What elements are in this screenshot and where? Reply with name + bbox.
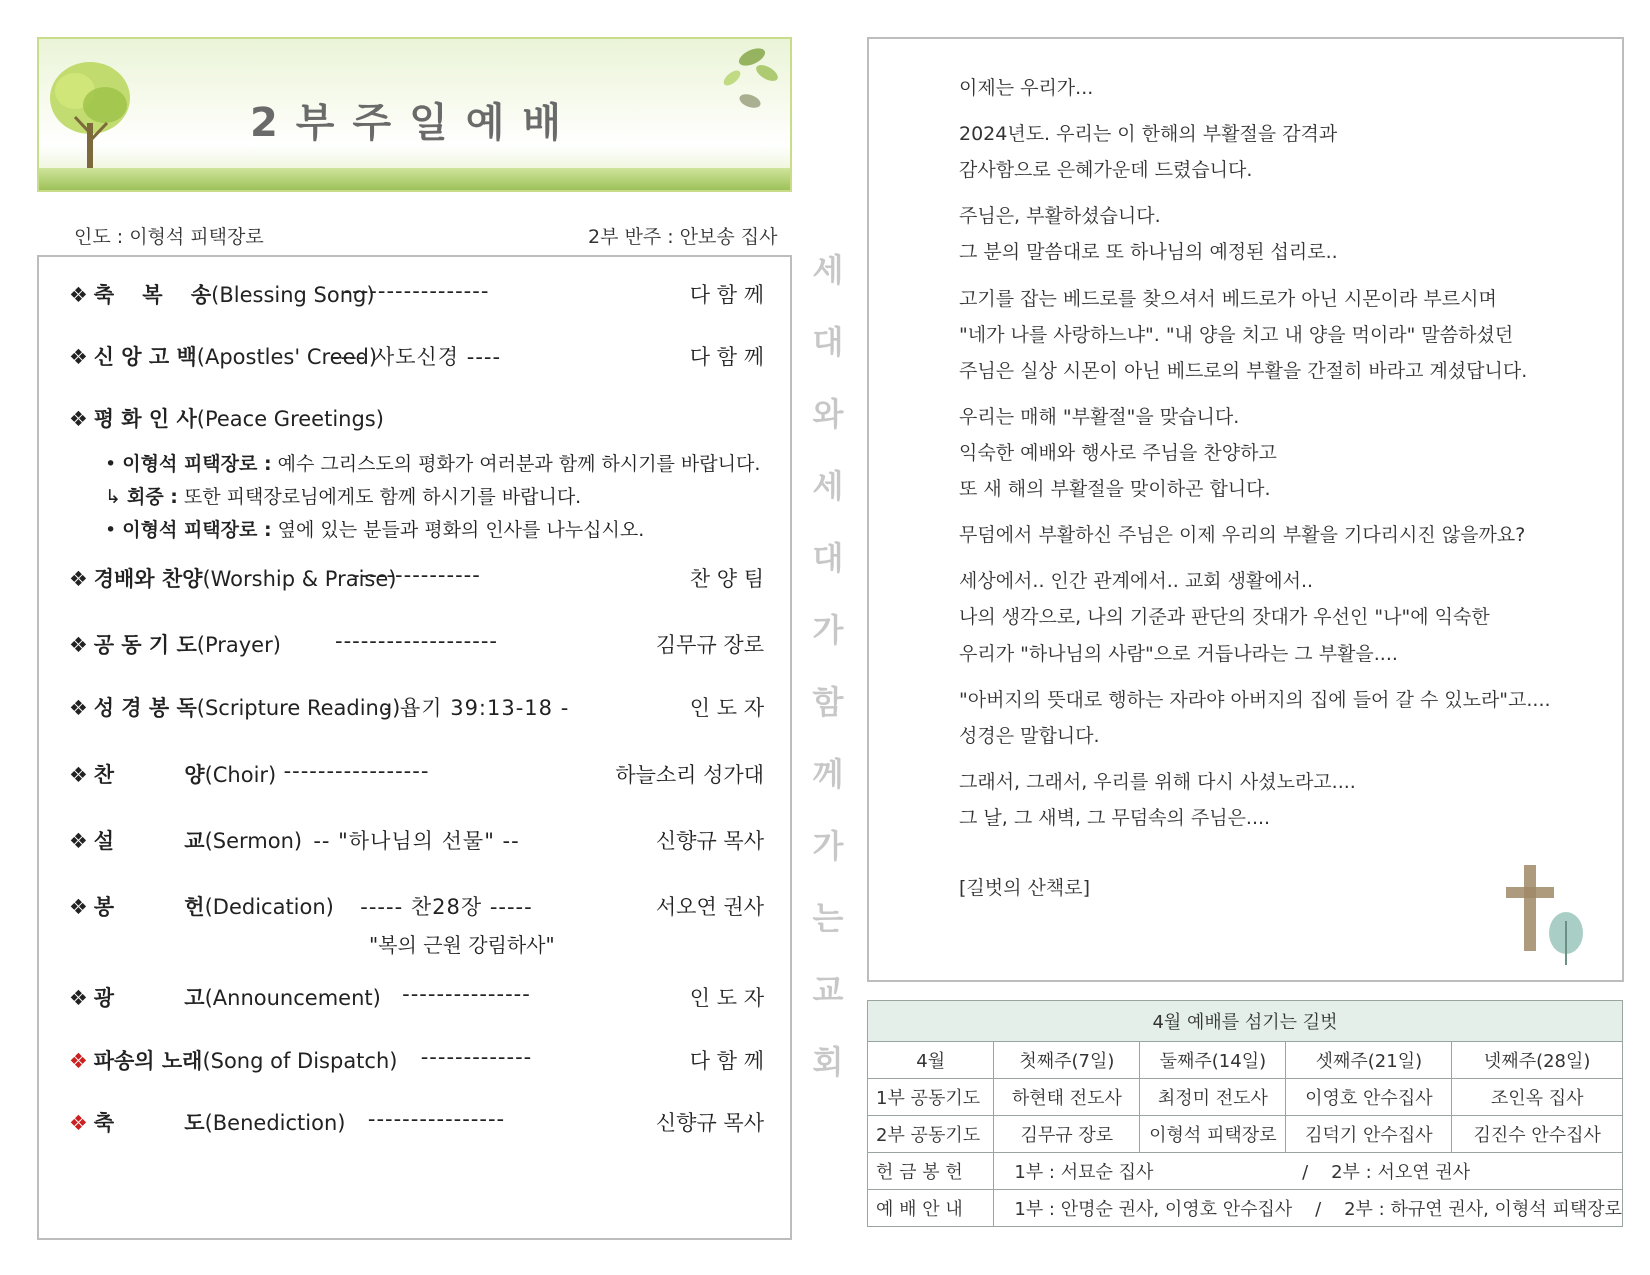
item-title-en: (Choir): [204, 763, 277, 787]
item-title: 파송의 노래: [93, 1049, 203, 1073]
essay-line: 이제는 우리가...: [959, 77, 1094, 99]
motto-char: 께: [812, 755, 844, 793]
column-header: 둘째주(14일): [1140, 1042, 1286, 1079]
motto-char: 가: [812, 611, 844, 649]
peace-line-1: [105, 449, 760, 476]
motto-char: 함: [812, 683, 844, 721]
essay-signature: [길벗의 산책로]: [959, 877, 1090, 899]
item-person: 다 함 께: [689, 283, 764, 307]
item-detail: ----- 찬28장 -----: [360, 895, 533, 919]
essay-line: 고기를 잡는 베드로를 찾으셔서 베드로가 아닌 시몬이라 부르시며: [959, 288, 1497, 310]
item-detail: ---- 사도신경 ----: [331, 345, 502, 369]
page-title: 2부주일예배: [249, 100, 580, 146]
offering-cell: 1부 : 서묘순 집사 / 2부 : 서오연 권사: [994, 1153, 1623, 1190]
diamond-icon: ❖: [69, 345, 88, 369]
peace-text: 예수 그리스도의 평화가 여러분과 함께 하시기를 바랍니다.: [271, 453, 761, 475]
peace-line-3: [105, 515, 644, 542]
essay-line: "아버지의 뜻대로 행하는 자라야 아버지의 집에 들어 갈 수 있노라"고....: [959, 689, 1551, 711]
row-label: 1부 공동기도: [868, 1079, 994, 1116]
item-title-en: (Peace Greetings): [196, 407, 384, 431]
essay-line: 우리가 "하나님의 사람"으로 거듭나라는 그 부활을....: [959, 643, 1398, 665]
leader-text: 인도 : 이형석 피택장로: [74, 226, 264, 248]
table-row: [868, 1079, 1623, 1116]
item-person: 찬 양 팀: [689, 567, 764, 591]
diamond-icon: ❖: [69, 829, 88, 853]
row-label: 2부 공동기도: [868, 1116, 994, 1153]
bullet-icon: •: [105, 453, 117, 475]
table-cell: 이영호 안수집사: [1286, 1079, 1452, 1116]
essay-line: 그래서, 그래서, 우리를 위해 다시 사셨노라고....: [959, 771, 1356, 793]
motto-char: 세: [812, 251, 844, 289]
peace-speaker: 회중 :: [126, 486, 178, 508]
item-person: 인 도 자: [689, 696, 764, 720]
item-title: 축 복 송: [93, 283, 212, 307]
item-title-en: (Worship & Praise): [202, 567, 397, 591]
table-title: 4월 예배를 섬기는 길벗: [868, 1001, 1623, 1042]
title-banner: [37, 37, 792, 192]
diamond-icon: ❖: [69, 696, 88, 720]
essay-line: 감사함으로 은혜가운데 드렸습니다.: [959, 159, 1253, 181]
item-title: 신 앙 고 백: [93, 345, 197, 369]
essay-line: 주님은 실상 시몬이 아닌 베드로의 부활을 간절히 바라고 계셨답니다.: [959, 360, 1528, 382]
item-title-en: (Announcement): [204, 986, 381, 1010]
diamond-icon: ❖: [69, 1111, 88, 1135]
essay-line: 주님은, 부활하셨습니다.: [959, 205, 1161, 227]
motto-char: 는: [812, 899, 844, 937]
dedication-hymn-title: "복의 근원 강림하사": [369, 933, 555, 957]
item-title-en: (Scripture Reading): [196, 696, 401, 720]
table-cell: 김덕기 안수집사: [1286, 1116, 1452, 1153]
diamond-icon: ❖: [69, 763, 88, 787]
motto-char: 세: [812, 467, 844, 505]
row-label: 예 배 안 내: [868, 1190, 994, 1227]
diamond-icon: ❖: [69, 895, 88, 919]
cross-tree-illustration: [1500, 865, 1590, 965]
essay-line: 2024년도. 우리는 이 한해의 부활절을 감격과: [959, 123, 1338, 145]
item-title-en: (Blessing Song): [211, 283, 375, 307]
motto-char: 대: [812, 539, 844, 577]
table-cell: 하현태 전도사: [994, 1079, 1140, 1116]
table-cell: 김무규 장로: [994, 1116, 1140, 1153]
item-person: 인 도 자: [689, 986, 764, 1010]
diamond-icon: ❖: [69, 567, 88, 591]
item-detail: ----------------: [367, 1107, 506, 1131]
vertical-motto: [808, 245, 848, 1109]
item-person: 다 함 께: [689, 1049, 764, 1073]
item-title: 봉 헌: [93, 895, 205, 919]
item-title-en: (Dedication): [204, 895, 334, 919]
item-title-en: (Sermon): [204, 829, 303, 853]
peace-text: 옆에 있는 분들과 평화의 인사를 나누십시오.: [271, 519, 645, 541]
item-title: 평 화 인 사: [93, 407, 197, 431]
peace-text: 또한 피택장로님에게도 함께 하시기를 바랍니다.: [177, 486, 582, 508]
diamond-icon: ❖: [69, 1049, 88, 1073]
essay-line: 나의 생각으로, 나의 기준과 판단의 잣대가 우선인 "나"에 익숙한: [959, 606, 1490, 628]
item-detail: -------------: [420, 1045, 533, 1069]
column-header: 4월: [868, 1042, 994, 1079]
motto-char: 교: [812, 971, 844, 1009]
item-title: 설 교: [93, 829, 205, 853]
item-detail: -- "하나님의 선물" --: [313, 829, 520, 853]
item-title: 찬 양: [93, 763, 205, 787]
table-cell: 김진수 안수집사: [1452, 1116, 1623, 1153]
item-detail: -------------------: [335, 629, 498, 653]
table-header-row: [868, 1042, 1623, 1079]
table-cell: 조인옥 집사: [1452, 1079, 1623, 1116]
essay-line: 또 새 해의 부활절을 맞이하곤 합니다.: [959, 478, 1271, 500]
item-person: 하늘소리 성가대: [615, 763, 764, 787]
diamond-icon: ❖: [69, 283, 88, 307]
peace-speaker: 이형석 피택장로 :: [122, 519, 272, 541]
essay-line: 우리는 매해 "부활절"을 맞습니다.: [959, 406, 1240, 428]
item-title: 광 고: [93, 986, 205, 1010]
guide-cell: 1부 : 안명순 권사, 이영호 안수집사 / 2부 : 하규연 권사, 이형석 피택장로: [994, 1190, 1623, 1227]
item-title-en: (Song of Dispatch): [202, 1049, 398, 1073]
accompanist-text: 2부 반주 : 안보송 집사: [588, 226, 778, 248]
column-header: 셋째주(21일): [1286, 1042, 1452, 1079]
return-arrow-icon: ↳: [105, 486, 121, 508]
item-detail: ---------------: [352, 563, 481, 587]
motto-char: 가: [812, 827, 844, 865]
table-row: [868, 1116, 1623, 1153]
column-header: 넷째주(28일): [1452, 1042, 1623, 1079]
table-cell: 최정미 전도사: [1140, 1079, 1286, 1116]
item-person: 서오연 권사: [655, 895, 764, 919]
peace-speaker: 이형석 피택장로 :: [122, 453, 272, 475]
peace-line-2: [105, 482, 581, 509]
item-detail: - 욥기 39:13-18 -: [383, 696, 570, 720]
diamond-icon: ❖: [69, 407, 88, 431]
essay-line: 세상에서.. 인간 관계에서.. 교회 생활에서..: [959, 570, 1314, 592]
item-title-en: (Apostles' Creed): [196, 345, 378, 369]
item-person: 다 함 께: [689, 345, 764, 369]
essay-line: 성경은 말합니다.: [959, 725, 1100, 747]
banner-grass: [39, 168, 790, 190]
table-row: [868, 1153, 1623, 1190]
item-detail: -----------------: [343, 279, 490, 303]
motto-char: 대: [812, 323, 844, 361]
diamond-icon: ❖: [69, 633, 88, 657]
item-detail: ---------------: [402, 982, 531, 1006]
table-cell: 이형석 피택장로: [1140, 1116, 1286, 1153]
item-detail: -----------------: [283, 759, 430, 783]
motto-char: 회: [812, 1043, 844, 1081]
table-row: [868, 1190, 1623, 1227]
item-person: 김무규 장로: [655, 633, 764, 657]
row-label: 헌 금 봉 헌: [868, 1153, 994, 1190]
item-title: 축 도: [93, 1111, 205, 1135]
essay-line: 그 날, 그 새벽, 그 무덤속의 주님은....: [959, 807, 1271, 829]
item-title: 경배와 찬양: [93, 567, 203, 591]
column-header: 첫째주(7일): [994, 1042, 1140, 1079]
bullet-icon: •: [105, 519, 117, 541]
essay-line: "네가 나를 사랑하느냐". "내 양을 치고 내 양을 먹이라" 말씀하셨던: [959, 324, 1514, 346]
item-person: 신향규 목사: [655, 829, 764, 853]
table-title-row: [868, 1001, 1623, 1042]
motto-char: 와: [812, 395, 844, 433]
item-title: 성 경 봉 독: [93, 696, 197, 720]
service-schedule-table: [867, 1000, 1623, 1227]
order-of-worship: [37, 255, 792, 1240]
essay-line: 익숙한 예배와 행사로 주님을 찬양하고: [959, 442, 1277, 464]
item-title: 공 동 기 도: [93, 633, 197, 657]
essay-panel: [867, 37, 1624, 982]
essay-line: 그 분의 말씀대로 또 하나님의 예정된 섭리로..: [959, 241, 1338, 263]
item-person: 신향규 목사: [655, 1111, 764, 1135]
essay-line: 무덤에서 부활하신 주님은 이제 우리의 부활을 기다리시진 않을까요?: [959, 524, 1526, 546]
item-title-en: (Benediction): [204, 1111, 346, 1135]
diamond-icon: ❖: [69, 986, 88, 1010]
item-title-en: (Prayer): [196, 633, 281, 657]
